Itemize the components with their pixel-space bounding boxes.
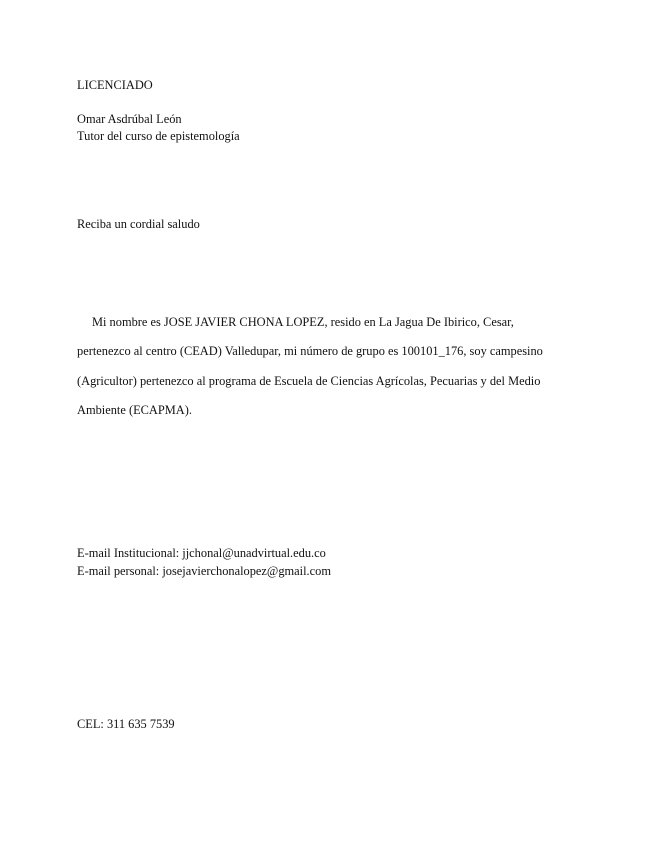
phone-number: CEL: 311 635 7539	[77, 717, 175, 731]
personal-email: E-mail personal: josejavierchonalopez@gmail.com	[77, 564, 331, 578]
body-line-4: Ambiente (ECAPMA).	[77, 403, 192, 417]
body-line-2: pertenezco al centro (CEAD) Valledupar, mi número de grupo es 100101_176, soy campesino	[77, 344, 543, 358]
heading-title: LICENCIADO	[77, 78, 153, 92]
body-line-1: Mi nombre es JOSE JAVIER CHONA LOPEZ, resido en La Jagua De Ibirico, Cesar,	[92, 315, 514, 329]
recipient-role: Tutor del curso de epistemología	[77, 129, 240, 143]
recipient-name: Omar Asdrúbal León	[77, 112, 182, 126]
greeting-text: Reciba un cordial saludo	[77, 217, 200, 231]
body-line-3: (Agricultor) pertenezco al programa de Escuela de Ciencias Agrícolas, Pecuarias y del Medio	[77, 374, 541, 388]
institutional-email: E-mail Institucional: jjchonal@unadvirtual.edu.co	[77, 546, 326, 560]
